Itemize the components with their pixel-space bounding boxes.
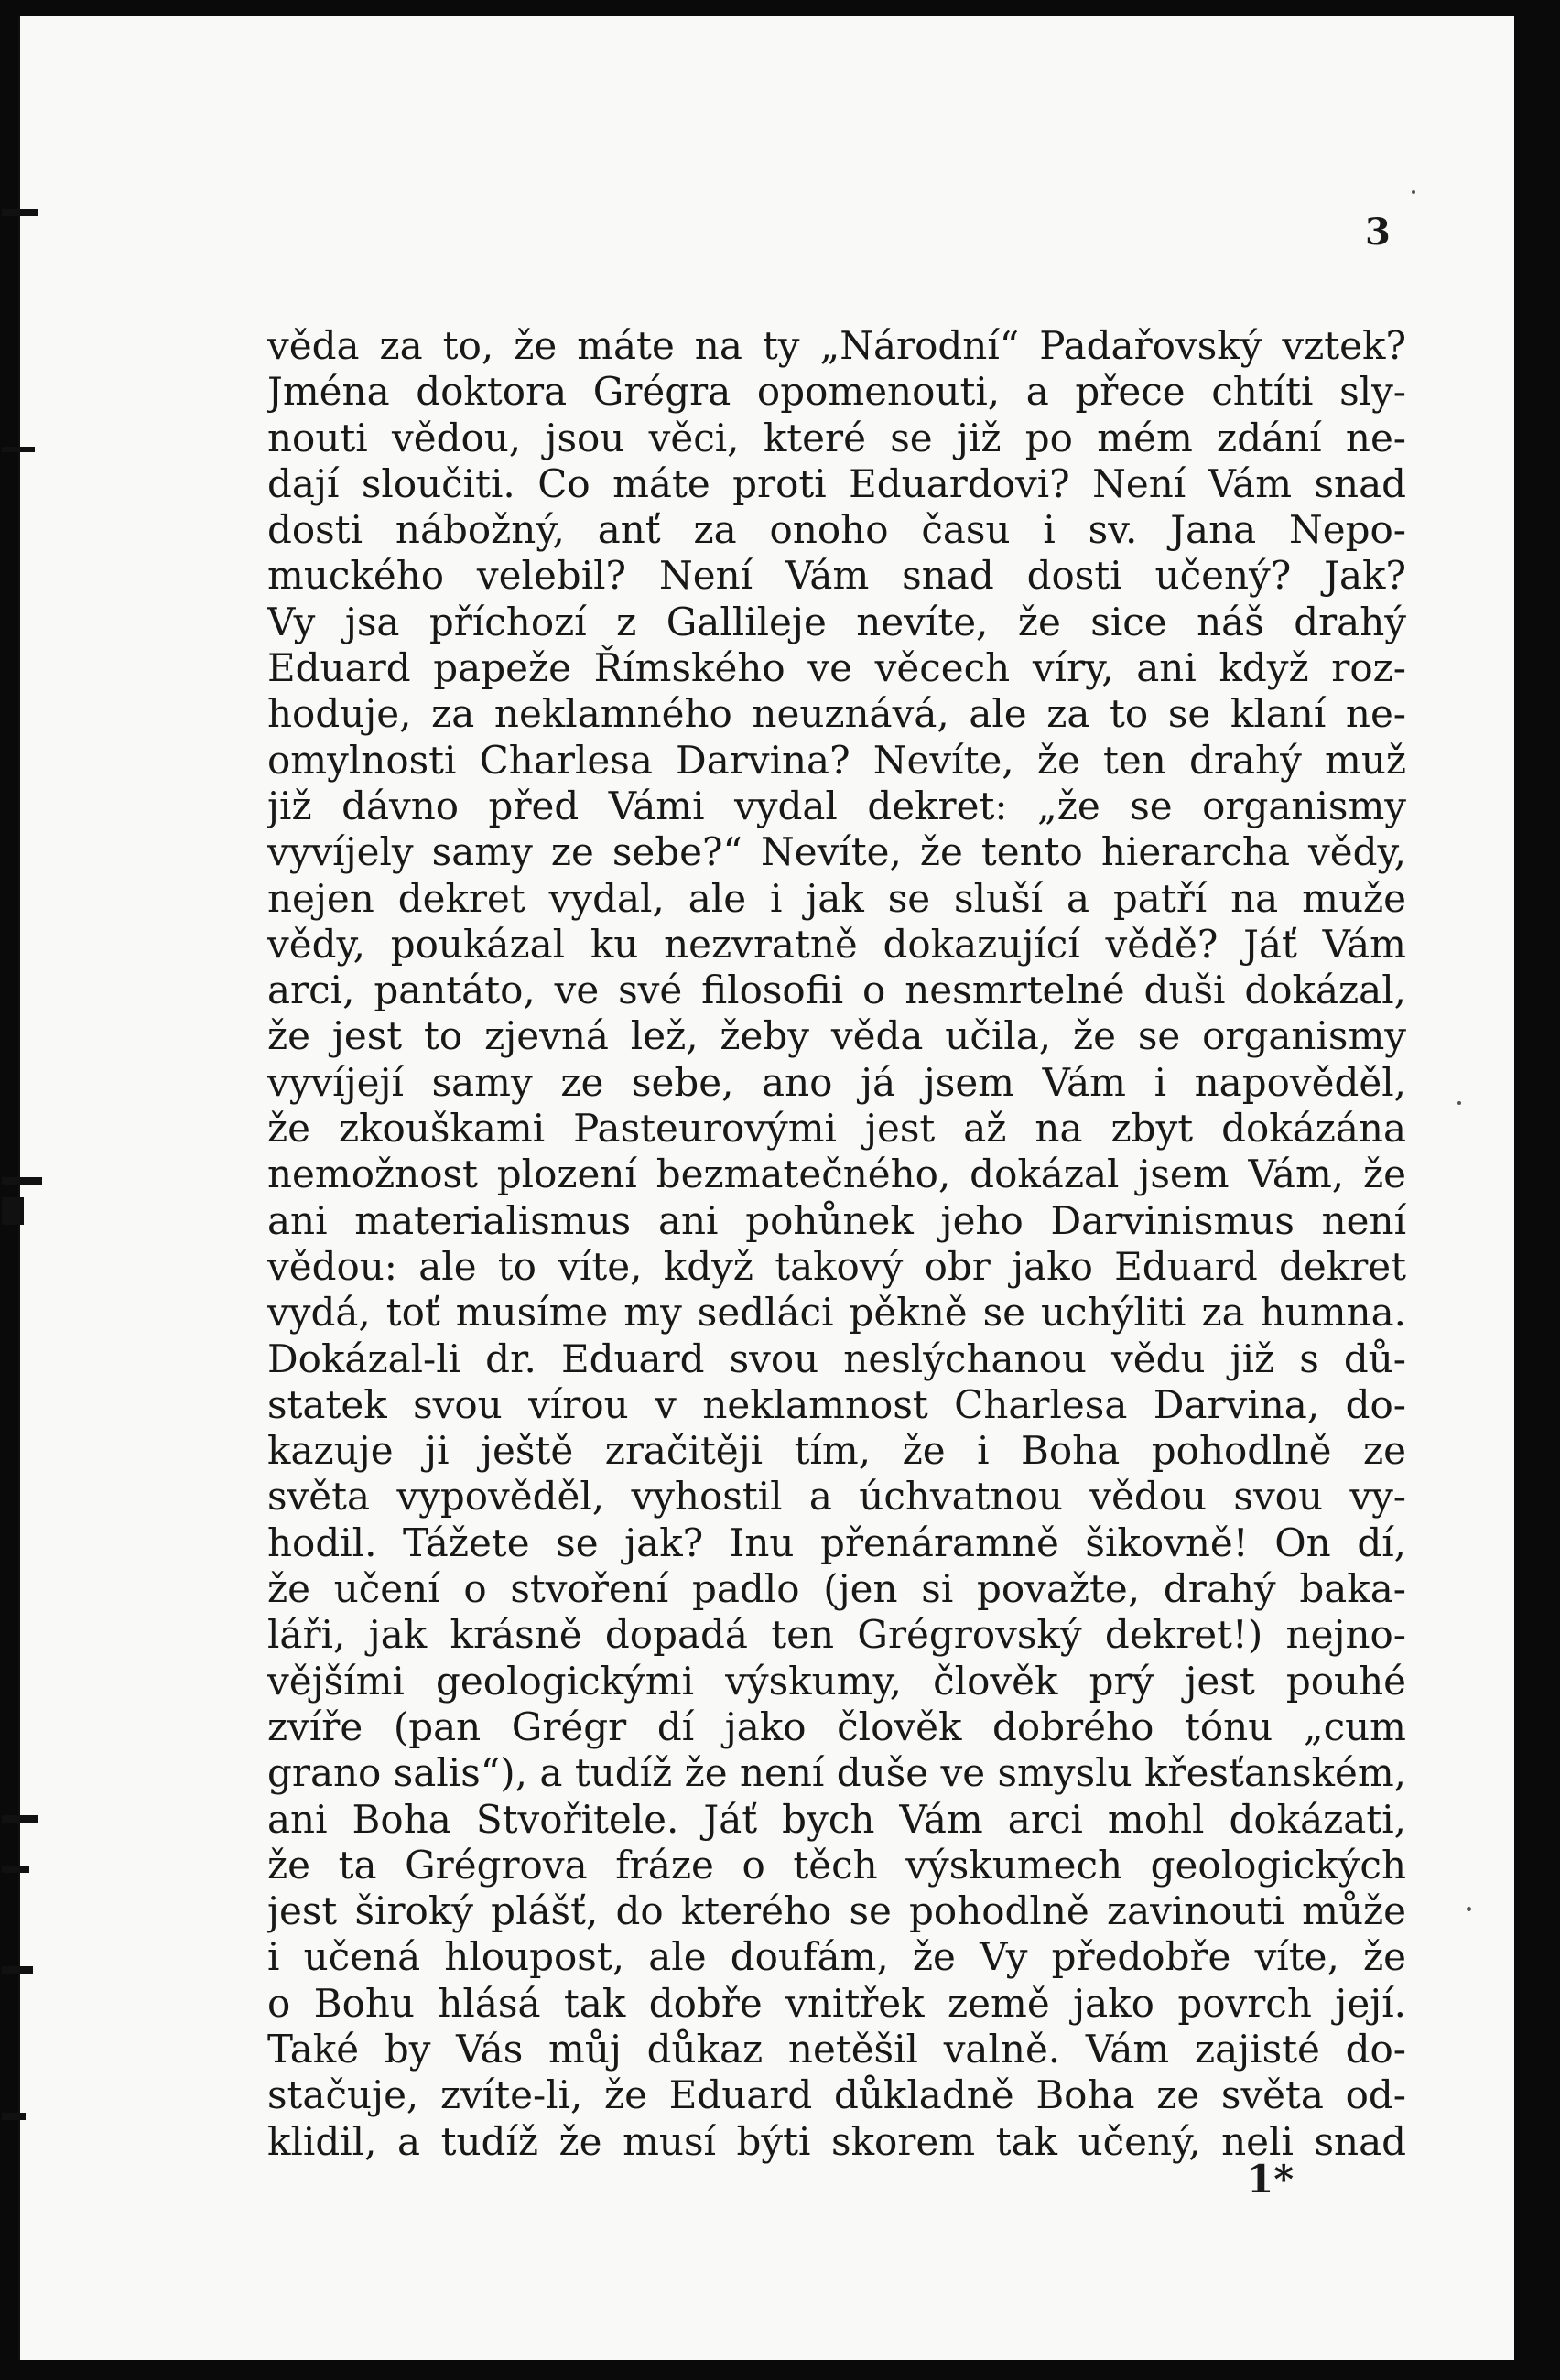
text-line: jest široký plášť, do kterého se pohodlně zavinouti může <box>267 1888 1406 1934</box>
text-line: vyvíjejí samy ze sebe, ano já jsem Vám i napověděl, <box>267 1059 1406 1105</box>
text-line: hoduje, za neklamného neuznává, ale za to se klaní ne- <box>267 691 1406 737</box>
text-line: vydá, toť musíme my sedláci pěkně se uchýliti za humna. <box>267 1290 1406 1336</box>
text-line: kazuje ji ještě zračitěji tím, že i Boha pohodlně ze <box>267 1428 1406 1474</box>
binding-mark <box>2 1197 24 1225</box>
text-line: Vy jsa příchozí z Gallileje nevíte, že sice náš drahý <box>267 599 1406 644</box>
text-line: že ta Grégrova fráze o těch výskumech geologických <box>267 1842 1406 1888</box>
text-line: nemožnost plození bezmatečného, dokázal jsem Vám, že <box>267 1152 1406 1197</box>
scan-speck <box>1467 1907 1471 1911</box>
page-number: 3 <box>1365 211 1391 254</box>
text-line: věda za to, že máte na ty „Národní“ Padařovský vztek? <box>267 323 1406 368</box>
text-line: že jest to zjevná lež, žeby věda učila, že se organismy <box>267 1013 1406 1059</box>
text-line: Dokázal-li dr. Eduard svou neslýchanou vědu již s dů- <box>267 1336 1406 1381</box>
binding-mark <box>2 1177 42 1185</box>
text-line: vějšími geologickými výskumy, člověk prý jest pouhé <box>267 1658 1406 1704</box>
text-line: hodil. Tážete se jak? Inu přenáramně šikovně! On dí, <box>267 1520 1406 1565</box>
text-line: grano salis“), a tudíž že není duše ve smyslu křesťanském, <box>267 1750 1406 1796</box>
book-page <box>18 16 1514 2360</box>
text-line: nejen dekret vydal, ale i jak se sluší a patří na muže <box>267 875 1406 921</box>
binding-mark <box>2 2113 26 2120</box>
text-line: Eduard papeže Římského ve věcech víry, ani když roz- <box>267 645 1406 691</box>
text-line: muckého velebil? Není Vám snad dosti učený? Jak? <box>267 553 1406 599</box>
text-line: láři, jak krásně dopadá ten Grégrovský dekret!) nejno- <box>267 1612 1406 1658</box>
text-line: i učená hloupost, ale doufám, že Vy předobře víte, že <box>267 1934 1406 1980</box>
text-line: klidil, a tudíž že musí býti skorem tak učený, neli snad <box>267 2118 1406 2164</box>
text-line: vyvíjely samy ze sebe?“ Nevíte, že tento hierarcha vědy, <box>267 829 1406 875</box>
text-line: Také by Vás můj důkaz netěšil valně. Vám zajisté do- <box>267 2026 1406 2072</box>
binding-mark <box>2 1966 33 1974</box>
text-line: ani materialismus ani pohůnek jeho Darvinismus není <box>267 1197 1406 1243</box>
text-line: světa vypověděl, vyhostil a úchvatnou vědou svou vy- <box>267 1474 1406 1520</box>
binding-mark <box>2 1866 29 1873</box>
text-line: omylnosti Charlesa Darvina? Nevíte, že ten drahý muž <box>267 737 1406 783</box>
text-line: Jména doktora Grégra opomenouti, a přece chtíti sly- <box>267 369 1406 415</box>
scan-speck <box>1457 1101 1461 1105</box>
text-line: arci, pantáto, ve své filosofii o nesmrtelné duši dokázal, <box>267 968 1406 1013</box>
text-line: o Bohu hlásá tak dobře vnitřek země jako povrch její. <box>267 1980 1406 2026</box>
body-text <box>267 323 1406 2165</box>
scan-speck <box>1412 190 1415 194</box>
text-line: zvíře (pan Grégr dí jako člověk dobrého tónu „cum <box>267 1704 1406 1749</box>
text-line: ani Boha Stvořitele. Jáť bych Vám arci mohl dokázati, <box>267 1796 1406 1842</box>
binding-mark <box>2 1815 38 1823</box>
text-line: vědou: ale to víte, když takový obr jako Eduard dekret <box>267 1243 1406 1289</box>
signature-mark: 1* <box>1247 2157 1295 2202</box>
text-line: stačuje, zvíte-li, že Eduard důkladně Boha ze světa od- <box>267 2072 1406 2118</box>
text-line: již dávno před Vámi vydal dekret: „že se organismy <box>267 783 1406 828</box>
binding-mark <box>2 447 35 452</box>
text-line: nouti vědou, jsou věci, které se již po mém zdání ne- <box>267 415 1406 460</box>
text-line: dají sloučiti. Co máte proti Eduardovi? Není Vám snad <box>267 460 1406 506</box>
text-line: statek svou vírou v neklamnost Charlesa Darvina, do- <box>267 1381 1406 1427</box>
text-line: že zkouškami Pasteurovými jest až na zbyt dokázána <box>267 1106 1406 1152</box>
text-line: vědy, poukázal ku nezvratně dokazující vědě? Jáť Vám <box>267 921 1406 967</box>
binding-mark <box>2 209 38 216</box>
text-line: dosti nábožný, anť za onoho času i sv. Jana Nepo- <box>267 507 1406 553</box>
text-line: že učení o stvoření padlo (jen si považte, drahý baka- <box>267 1566 1406 1612</box>
